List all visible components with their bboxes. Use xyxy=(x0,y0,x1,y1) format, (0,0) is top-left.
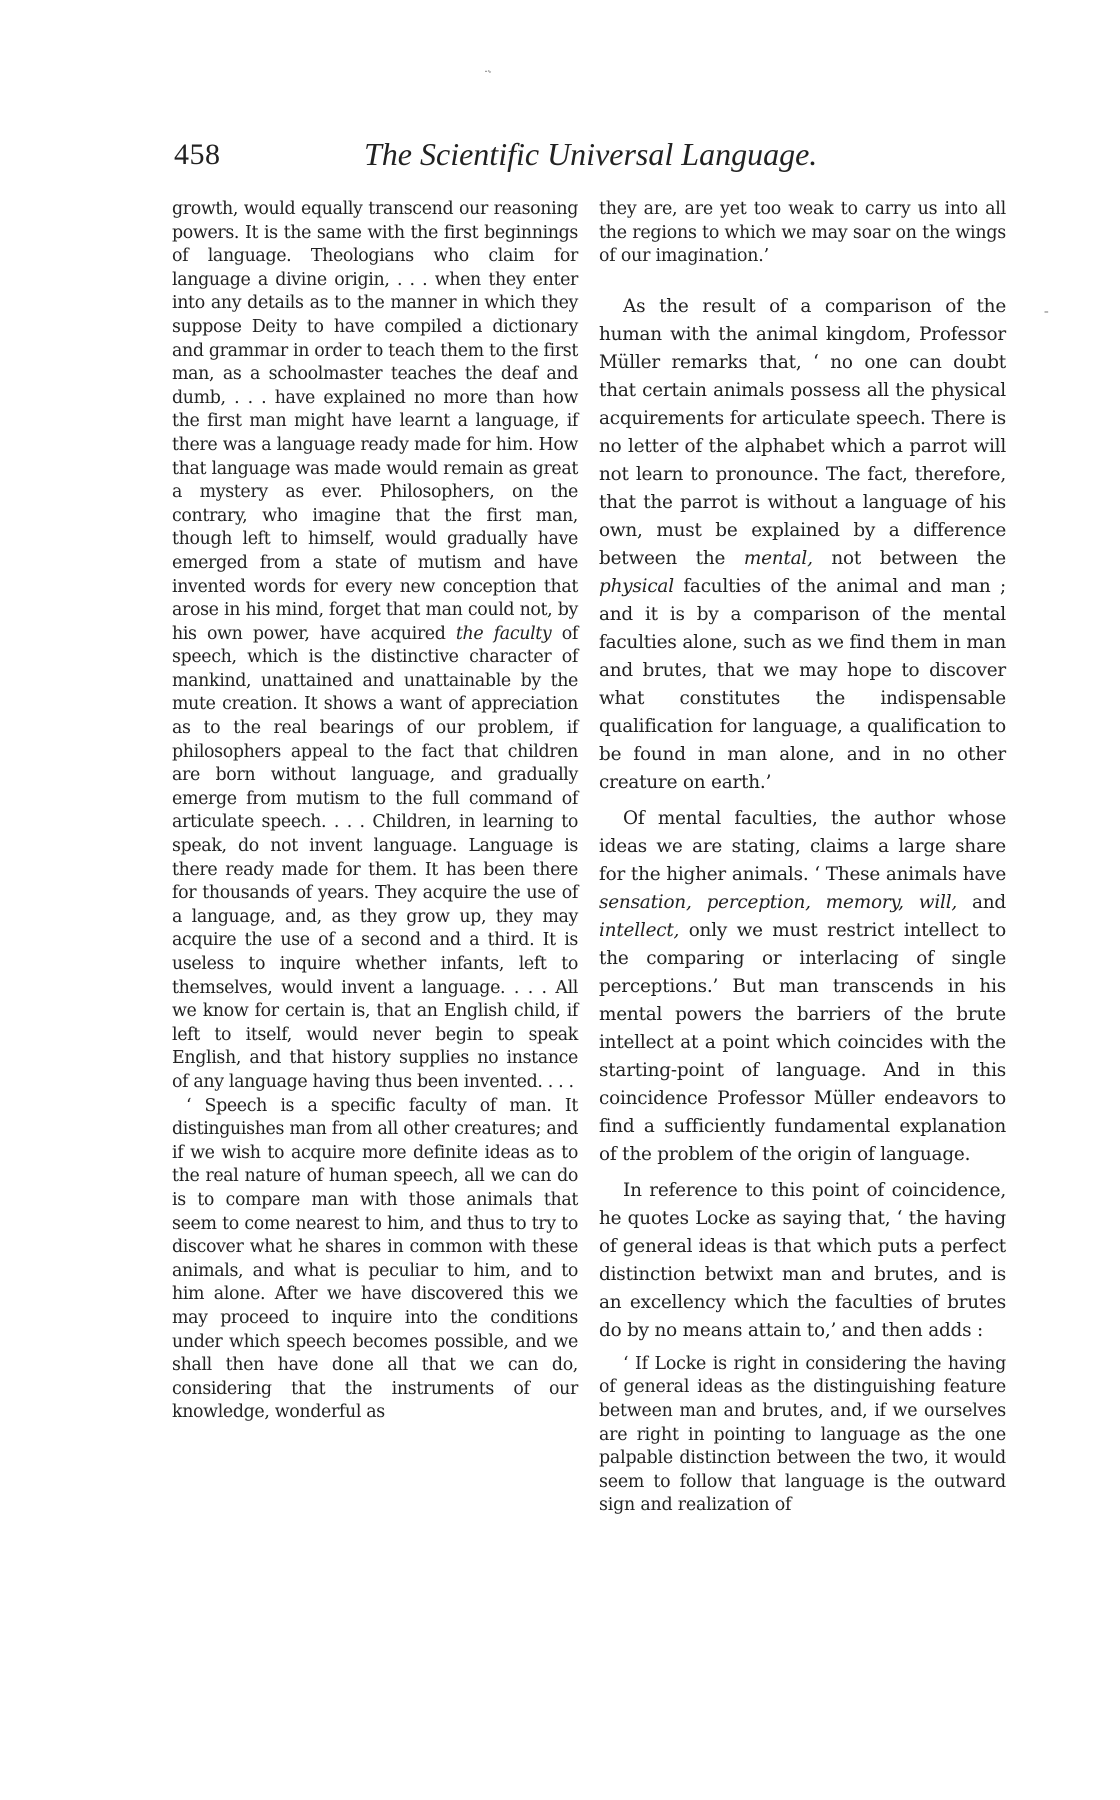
text-run: only we must restrict intellect to the comparing or interlacing of single perceptions.’ But man transcends in his mental powers the barriers of the brute intellect at a point which coincides with the starting-point of language. And in this coincidence Professor Müller endeavors to find a sufficiently fundamental explanation of the problem of the origin of language. xyxy=(599,919,1006,1165)
text-run: of speech, which is the distinctive character of mankind, unattained and unattainable by the mute creation. It shows a want of appreciation as to the real bearings of our problem, if philosophers appeal to the fact that children are born without language, and gradually emerge from mutism to the full command of articulate speech. . . . Children, in learning to speak, do not invent language. Language is there ready made for them. It has been there for thousands of years. They acquire the use of a language, and, as they grow up, they may acquire the use of a second and a third. It is useless to inquire whether infants, left to themselves, would invent a language. . . . All we know for certain is, that an English child, if left to itself, would never begin to speak English, and that history supplies no instance of any language having thus been invented. . . . xyxy=(172,623,578,1092)
left-paragraph-1 xyxy=(172,198,578,1095)
right-paragraph-1 xyxy=(599,293,1006,797)
emphasis-faculties-list: sensation, perception, memory, will, xyxy=(599,891,958,913)
text-run: faculties of the animal and man ; and it is by a comparison of the mental faculties alone, such as we find them in man and brutes, that we may hope to discover what constitutes the indispensable qualification for language, a qualification to be found in man alone, and in no other creature on earth.’ xyxy=(599,575,1006,793)
text-run: and xyxy=(957,891,1006,913)
text-run: not between the xyxy=(812,547,1006,569)
emphasis-mental: mental, xyxy=(743,547,813,569)
emphasis-physical: physical xyxy=(599,575,674,597)
emphasis-the-faculty: the faculty xyxy=(455,623,552,644)
emphasis-intellect: intellect, xyxy=(599,919,680,941)
right-quote-continuation: they are, are yet too weak to carry us into all the regions to which we may soar on the wings of our imagination.’ xyxy=(599,199,1006,267)
page-header xyxy=(174,133,1004,183)
right-quote-locke: ‘ If Locke is right in considering the having of general ideas as the distinguishing feature between man and brutes, and, if we ourselves are right in pointing to language as the one palpable distinction between the two, it would seem to follow that language is the outward sign and realization of xyxy=(599,1353,1006,1516)
right-paragraph-2 xyxy=(599,805,1006,1169)
text-run: growth, would equally transcend our reasoning powers. It is the same with the first beginnings of language. Theologians who claim for language a divine origin, . . . when they enter into any details as to the manner in which they suppose Deity to have compiled a dictionary and grammar in order to teach them to the first man, as a schoolmaster teaches the deaf and dumb, . . . have explained no more than how the first man might have learnt a language, if there was a language ready made for him. How that language was made would remain as great a mystery as ever. Philosophers, on the contrary, who imagine that the first man, though left to himself, would gradually have emerged from a state of mutism and have invented words for every new conception that arose in his mind, forget that man could not, by his own power, have acquired xyxy=(172,199,578,644)
right-column xyxy=(599,198,1006,1518)
right-paragraph-3: In reference to this point of coincidence, he quotes Locke as saying that, ‘ the having of general ideas is that which puts a perfect distinction betwixt man and brutes, and is an excellency which the faculties of brutes do by no means attain to,’ and then adds : xyxy=(599,1179,1006,1341)
left-column xyxy=(172,198,578,1425)
print-speck: ·˞ xyxy=(484,64,492,78)
page-number: 458 xyxy=(174,138,221,171)
margin-dash: - xyxy=(1044,304,1049,319)
left-paragraph-2: ‘ Speech is a specific faculty of man. It distinguishes man from all other creatures; and if we wish to acquire more definite ideas as to the real nature of human speech, all we can do is to compare man with those animals that seem to come nearest to him, and thus to try to discover what he shares in common with these animals, and what is peculiar to him, and to him alone. After we have discovered this we may proceed to inquire into the conditions under which speech becomes possible, and we shall then have done all that we can do, considering that the instruments of our knowledge, wonderful as xyxy=(172,1095,578,1423)
text-run: As the result of a comparison of the human with the animal kingdom, Professor Müller remarks that, ‘ no one can doubt that certain animals possess all the physical acquirements for articulate speech. There is no letter of the alphabet which a parrot will not learn to pronounce. The fact, therefore, that the parrot is without a language of his own, must be explained by a difference between the xyxy=(599,295,1006,569)
running-title: The Scientific Universal Language. xyxy=(364,136,818,172)
text-run: Of mental faculties, the author whose ideas we are stating, claims a large share for the higher animals. ‘ These animals have xyxy=(599,807,1006,885)
